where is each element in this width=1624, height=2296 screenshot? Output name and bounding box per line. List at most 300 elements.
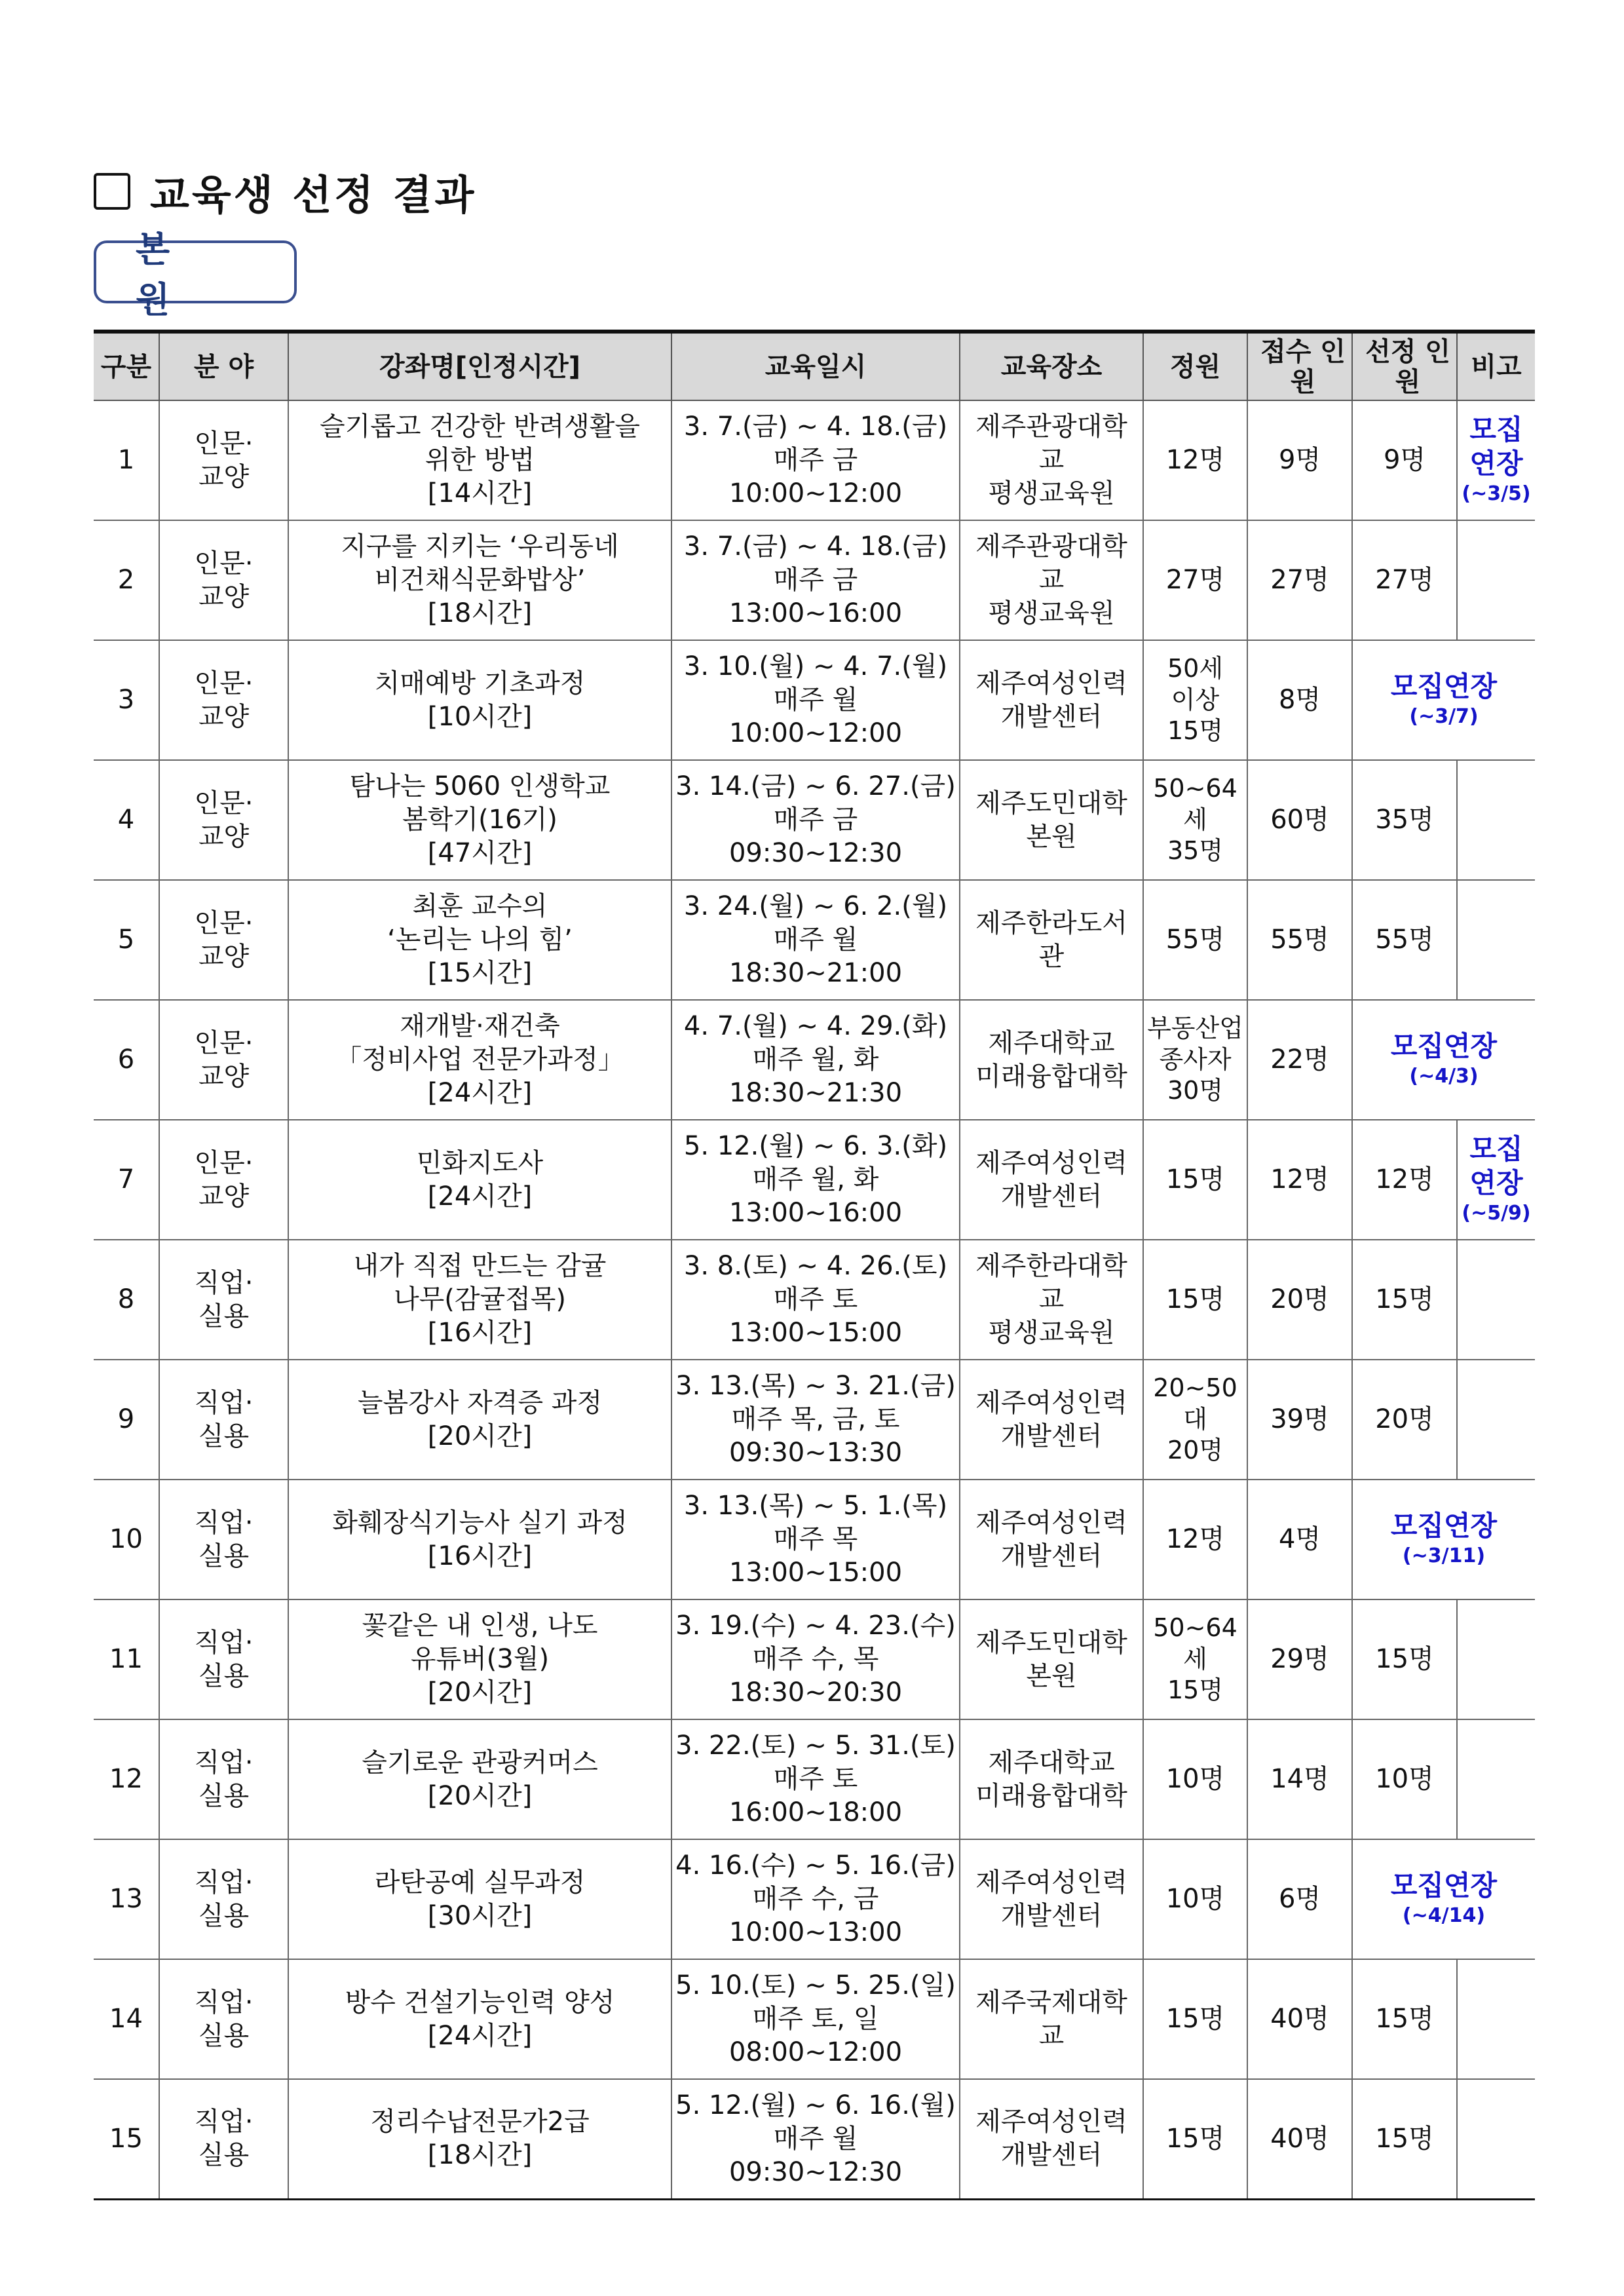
cell-field: [159, 1240, 288, 1360]
cell-line: 08:00~12:00: [728, 2037, 903, 2067]
cell-applied: 6명: [1247, 1839, 1352, 1959]
cell-line: ‘논리는 나의 힘’: [387, 925, 573, 955]
cell-line: 종사자: [1159, 1044, 1232, 1074]
note-subtext: (~3/11): [1402, 1544, 1486, 1568]
cell-line: [16시간]: [427, 1317, 533, 1348]
note-subtext: (~3/5): [1462, 482, 1531, 505]
cell-capacity: [1143, 1120, 1247, 1240]
cell-line: 제주여성인력: [975, 1147, 1127, 1178]
cell-line: 정리수납전문가2급: [370, 2107, 590, 2137]
cell-line: [20시간]: [427, 1421, 533, 1451]
cell-line: 3. 13.(목) ~ 3. 21.(금): [675, 1371, 956, 1402]
cell-selected: 15명: [1352, 2079, 1457, 2199]
table-row: [94, 1120, 1535, 1240]
cell-selected: 15명: [1352, 1240, 1457, 1360]
cell-place: [960, 640, 1143, 760]
cell-course: [288, 1240, 671, 1360]
cell-line: 20명: [1167, 1436, 1224, 1465]
header-cell: 구분: [94, 332, 159, 400]
cell-capacity: [1143, 1959, 1247, 2079]
cell-line: 09:30~13:30: [728, 1437, 903, 1468]
cell-line: 매주 금: [773, 445, 858, 476]
cell-line: 15명: [1167, 716, 1224, 746]
cell-line: 실용: [198, 2140, 250, 2171]
page-title-text: 교육생 선정 결과: [150, 170, 477, 219]
cell-applied: 20명: [1247, 1240, 1352, 1360]
cell-note: [1352, 1000, 1535, 1120]
cell-line: 매주 월, 화: [752, 1164, 879, 1195]
cell-line: 27명: [1165, 565, 1225, 596]
cell-line: [30시간]: [427, 1900, 533, 1931]
cell-line: 5. 12.(월) ~ 6. 16.(월): [675, 2090, 956, 2121]
cell-line: [47시간]: [427, 837, 533, 868]
cell-line: 10:00~12:00: [728, 478, 903, 508]
cell-schedule: [671, 1120, 960, 1240]
cell-capacity: [1143, 520, 1247, 640]
cell-note: [1457, 520, 1535, 640]
cell-applied: 55명: [1247, 880, 1352, 1000]
cell-line: 13:00~15:00: [728, 1317, 903, 1348]
table-row: [94, 1360, 1535, 1480]
cell-line: 매주 토: [773, 1764, 858, 1795]
cell-no: 8: [94, 1240, 159, 1360]
cell-field: [159, 1599, 288, 1719]
cell-line: 10명: [1165, 1884, 1225, 1915]
cell-line: 18:30~21:00: [728, 957, 903, 988]
cell-line: 3. 7.(금) ~ 4. 18.(금): [683, 531, 948, 562]
cell-line: 슬기롭고 건강한 반려생활을: [319, 411, 641, 442]
cell-capacity: [1143, 400, 1247, 520]
cell-line: 15명: [1165, 2004, 1225, 2035]
header-cell: 선정 인원: [1352, 332, 1457, 400]
cell-line: 민화지도사: [416, 1147, 544, 1178]
cell-course: [288, 520, 671, 640]
cell-capacity: [1143, 760, 1247, 880]
cell-line: 늘봄강사 자격증 과정: [357, 1387, 603, 1418]
cell-schedule: [671, 1480, 960, 1599]
cell-line: 20~50대: [1153, 1373, 1237, 1434]
cell-line: 3. 7.(금) ~ 4. 18.(금): [683, 411, 948, 442]
cell-line: 제주한라대학교: [975, 1251, 1127, 1315]
cell-applied: 9명: [1247, 400, 1352, 520]
cell-line: 본원: [1026, 821, 1077, 852]
cell-selected: 10명: [1352, 1719, 1457, 1839]
table-row: [94, 640, 1535, 760]
cell-line: 제주관광대학교: [975, 411, 1127, 476]
cell-line: 50~64세: [1153, 1613, 1237, 1674]
cell-line: 비건채식문화밥상’: [374, 565, 586, 596]
table-row: [94, 1240, 1535, 1360]
note-text: 모집연장: [1390, 1509, 1498, 1542]
cell-line: 미래융합대학: [975, 1780, 1127, 1811]
cell-applied: 22명: [1247, 1000, 1352, 1120]
cell-line: 4. 7.(월) ~ 4. 29.(화): [683, 1011, 948, 1042]
cell-place: [960, 1959, 1143, 2079]
cell-field: [159, 880, 288, 1000]
cell-field: [159, 1959, 288, 2079]
cell-line: 유튜버(3월): [410, 1644, 550, 1675]
cell-applied: 39명: [1247, 1360, 1352, 1480]
cell-schedule: [671, 1959, 960, 2079]
cell-line: 제주여성인력: [975, 1507, 1127, 1538]
cell-line: 화훼장식기능사 실기 과정: [332, 1507, 628, 1538]
cell-schedule: [671, 1599, 960, 1719]
cell-line: 3. 22.(토) ~ 5. 31.(토): [675, 1731, 956, 1761]
cell-field: [159, 400, 288, 520]
cell-selected: 35명: [1352, 760, 1457, 880]
note-text: 연장: [1469, 447, 1523, 480]
cell-no: 4: [94, 760, 159, 880]
cell-line: 50세: [1167, 654, 1224, 683]
table-body: [94, 400, 1535, 2199]
header-cell: 교육장소: [960, 332, 1143, 400]
cell-line: 15명: [1165, 1164, 1225, 1195]
cell-schedule: [671, 1719, 960, 1839]
cell-schedule: [671, 2079, 960, 2199]
cell-line: [24시간]: [427, 2020, 533, 2051]
cell-line: 09:30~12:30: [728, 2156, 903, 2187]
cell-line: 50~64세: [1153, 774, 1237, 834]
cell-course: [288, 1120, 671, 1240]
cell-line: 매주 목: [773, 1524, 858, 1555]
cell-line: 매주 월: [773, 685, 858, 716]
cell-line: 개발센터: [1000, 1421, 1103, 1451]
cell-note: [1352, 1480, 1535, 1599]
cell-selected: 20명: [1352, 1360, 1457, 1480]
cell-line: 봄학기(16기): [402, 805, 557, 835]
cell-no: 7: [94, 1120, 159, 1240]
cell-line: 직업·: [194, 1507, 254, 1538]
cell-schedule: [671, 760, 960, 880]
cell-course: [288, 1480, 671, 1599]
cell-line: [15시간]: [427, 957, 533, 988]
cell-applied: 8명: [1247, 640, 1352, 760]
cell-note: [1457, 1120, 1535, 1240]
cell-place: [960, 880, 1143, 1000]
cell-place: [960, 1120, 1143, 1240]
cell-no: 15: [94, 2079, 159, 2199]
cell-no: 6: [94, 1000, 159, 1120]
cell-line: 16:00~18:00: [728, 1797, 903, 1827]
cell-line: 제주도민대학: [975, 788, 1127, 818]
cell-field: [159, 520, 288, 640]
cell-line: 방수 건설기능인력 양성: [345, 1987, 615, 2018]
cell-no: 11: [94, 1599, 159, 1719]
cell-line: 매주 목, 금, 토: [731, 1404, 900, 1435]
cell-capacity: [1143, 1599, 1247, 1719]
cell-line: 직업·: [194, 1747, 254, 1778]
cell-field: [159, 760, 288, 880]
cell-note: [1352, 640, 1535, 760]
cell-line: 내가 직접 만드는 감귤: [353, 1251, 607, 1282]
note-subtext: (~3/7): [1409, 705, 1479, 729]
cell-line: 최훈 교수의: [412, 891, 548, 922]
table-header-row: [94, 332, 1535, 400]
cell-line: 실용: [198, 1540, 250, 1571]
cell-field: [159, 1839, 288, 1959]
table-row: [94, 1959, 1535, 2079]
header-cell: 접수 인원: [1247, 332, 1352, 400]
cell-place: [960, 1240, 1143, 1360]
cell-line: 4. 16.(수) ~ 5. 16.(금): [675, 1850, 956, 1881]
cell-note: [1457, 1599, 1535, 1719]
cell-line: [18시간]: [427, 2140, 533, 2171]
header-cell: 분 야: [159, 332, 288, 400]
cell-no: 2: [94, 520, 159, 640]
note-subtext: (~5/9): [1462, 1201, 1531, 1225]
note-text: 모집연장: [1390, 1869, 1498, 1902]
cell-line: 인문·: [194, 428, 254, 459]
cell-schedule: [671, 640, 960, 760]
cell-line: 직업·: [194, 1987, 254, 2018]
header-cell: 강좌명[인정시간]: [288, 332, 671, 400]
cell-capacity: [1143, 1480, 1247, 1599]
cell-line: 제주여성인력: [975, 1387, 1127, 1418]
cell-line: 개발센터: [1000, 1540, 1103, 1571]
cell-course: [288, 1839, 671, 1959]
cell-line: 제주한라도서관: [975, 908, 1127, 972]
cell-schedule: [671, 1839, 960, 1959]
cell-line: 제주도민대학: [975, 1627, 1127, 1658]
table-row: [94, 880, 1535, 1000]
cell-line: [16시간]: [427, 1540, 533, 1571]
cell-line: 제주대학교: [988, 1027, 1115, 1058]
cell-line: 실용: [198, 1900, 250, 1931]
header-cell: 교육일시: [671, 332, 960, 400]
cell-capacity: [1143, 1839, 1247, 1959]
cell-line: 탐나는 5060 인생학교: [349, 771, 611, 802]
cell-line: 18:30~21:30: [728, 1077, 903, 1108]
cell-line: 인문·: [194, 1147, 254, 1178]
cell-course: [288, 2079, 671, 2199]
cell-no: 9: [94, 1360, 159, 1480]
cell-note: [1457, 2079, 1535, 2199]
cell-no: 3: [94, 640, 159, 760]
cell-line: 실용: [198, 1421, 250, 1451]
cell-line: 직업·: [194, 1387, 254, 1418]
cell-line: 10명: [1165, 1764, 1225, 1795]
cell-line: 부동산업: [1147, 1014, 1243, 1043]
cell-line: 18:30~20:30: [728, 1677, 903, 1708]
note-text: 연장: [1469, 1166, 1523, 1199]
cell-line: 제주대학교: [988, 1747, 1115, 1778]
cell-course: [288, 880, 671, 1000]
cell-line: 실용: [198, 1301, 250, 1331]
cell-selected: 27명: [1352, 520, 1457, 640]
cell-line: [20시간]: [427, 1780, 533, 1811]
cell-note: [1457, 400, 1535, 520]
note-text: 모집연장: [1390, 670, 1498, 702]
note-text: 모집: [1469, 1133, 1523, 1166]
cell-capacity: [1143, 1000, 1247, 1120]
cell-line: 제주국제대학교: [975, 1987, 1127, 2051]
cell-line: [20시간]: [427, 1677, 533, 1708]
cell-line: 미래융합대학: [975, 1061, 1127, 1092]
cell-line: 15명: [1165, 2123, 1225, 2154]
checkbox-icon: [94, 173, 130, 210]
cell-place: [960, 1360, 1143, 1480]
cell-applied: 12명: [1247, 1120, 1352, 1240]
cell-course: [288, 400, 671, 520]
cell-applied: 40명: [1247, 1959, 1352, 2079]
cell-capacity: [1143, 1360, 1247, 1480]
cell-line: 3. 10.(월) ~ 4. 7.(월): [683, 651, 948, 682]
cell-course: [288, 1959, 671, 2079]
cell-no: 14: [94, 1959, 159, 2079]
cell-line: 실용: [198, 1660, 250, 1691]
cell-place: [960, 1000, 1143, 1120]
cell-line: 실용: [198, 1780, 250, 1811]
note-text: 모집연장: [1390, 1029, 1498, 1062]
cell-capacity: [1143, 1240, 1247, 1360]
cell-line: 제주여성인력: [975, 2107, 1127, 2137]
header-cell: 정원: [1143, 332, 1247, 400]
cell-selected: 55명: [1352, 880, 1457, 1000]
cell-line: 13:00~16:00: [728, 1197, 903, 1228]
table-row: [94, 1719, 1535, 1839]
cell-line: 35명: [1167, 836, 1224, 866]
cell-line: [18시간]: [427, 598, 533, 628]
cell-line: 30명: [1167, 1076, 1224, 1105]
cell-capacity: [1143, 640, 1247, 760]
cell-line: 매주 금: [773, 565, 858, 596]
cell-line: 인문·: [194, 788, 254, 818]
cell-line: 슬기로운 관광커머스: [362, 1747, 598, 1778]
cell-schedule: [671, 1240, 960, 1360]
cell-field: [159, 2079, 288, 2199]
cell-line: 개발센터: [1000, 2140, 1103, 2171]
note-subtext: (~4/14): [1402, 1904, 1486, 1928]
cell-applied: 27명: [1247, 520, 1352, 640]
header-cell: 비고: [1457, 332, 1535, 400]
cell-line: 12명: [1165, 1524, 1225, 1555]
cell-line: 「정비사업 전문가과정」: [335, 1044, 624, 1075]
cell-line: 3. 8.(토) ~ 4. 26.(토): [683, 1251, 948, 1282]
cell-line: 09:30~12:30: [728, 837, 903, 868]
cell-line: 직업·: [194, 2107, 254, 2137]
cell-line: 평생교육원: [988, 1317, 1115, 1348]
table-row: [94, 2079, 1535, 2199]
cell-field: [159, 1120, 288, 1240]
cell-line: 교양: [198, 461, 250, 492]
note-subtext: (~4/3): [1409, 1065, 1479, 1088]
cell-line: 이상: [1171, 685, 1220, 714]
cell-line: 매주 수, 목: [752, 1644, 879, 1675]
cell-note: [1352, 1839, 1535, 1959]
cell-line: 5. 12.(월) ~ 6. 3.(화): [683, 1131, 948, 1162]
cell-line: 나무(감귤접목): [393, 1284, 567, 1315]
cell-applied: 4명: [1247, 1480, 1352, 1599]
cell-applied: 60명: [1247, 760, 1352, 880]
cell-applied: 14명: [1247, 1719, 1352, 1839]
cell-line: 인문·: [194, 908, 254, 938]
cell-course: [288, 1000, 671, 1120]
cell-line: 교양: [198, 821, 250, 852]
cell-note: [1457, 880, 1535, 1000]
cell-place: [960, 400, 1143, 520]
table-row: [94, 1480, 1535, 1599]
cell-place: [960, 760, 1143, 880]
cell-selected: 15명: [1352, 1959, 1457, 2079]
cell-line: 인문·: [194, 548, 254, 579]
cell-selected: 12명: [1352, 1120, 1457, 1240]
cell-line: 12명: [1165, 445, 1225, 476]
cell-course: [288, 1719, 671, 1839]
page-title: [94, 165, 476, 218]
cell-capacity: [1143, 1719, 1247, 1839]
cell-line: 평생교육원: [988, 478, 1115, 508]
cell-line: 3. 19.(수) ~ 4. 23.(수): [675, 1611, 956, 1641]
cell-line: 꽃같은 내 인생, 나도: [362, 1611, 598, 1641]
cell-line: 평생교육원: [988, 598, 1115, 628]
cell-field: [159, 1360, 288, 1480]
cell-line: 55명: [1165, 925, 1225, 955]
table-row: [94, 1000, 1535, 1120]
cell-line: [24시간]: [427, 1181, 533, 1212]
table-row: [94, 760, 1535, 880]
cell-line: 매주 금: [773, 805, 858, 835]
cell-line: 15명: [1165, 1284, 1225, 1315]
cell-line: 매주 월: [773, 2123, 858, 2154]
cell-line: 교양: [198, 701, 250, 732]
cell-line: 교양: [198, 941, 250, 972]
cell-line: 본원: [1026, 1660, 1077, 1691]
cell-field: [159, 640, 288, 760]
cell-course: [288, 640, 671, 760]
cell-note: [1457, 1719, 1535, 1839]
cell-line: [10시간]: [427, 701, 533, 732]
cell-line: 13:00~16:00: [728, 598, 903, 628]
selection-results-table: [94, 330, 1535, 2200]
cell-line: 개발센터: [1000, 701, 1103, 732]
cell-line: 개발센터: [1000, 1900, 1103, 1931]
cell-line: 교양: [198, 581, 250, 612]
cell-line: 매주 월, 화: [752, 1044, 879, 1075]
cell-line: [24시간]: [427, 1077, 533, 1108]
cell-line: 라탄공예 실무과정: [374, 1867, 586, 1898]
cell-place: [960, 1480, 1143, 1599]
cell-no: 1: [94, 400, 159, 520]
cell-line: 위한 방법: [425, 445, 535, 476]
cell-no: 13: [94, 1839, 159, 1959]
cell-note: [1457, 760, 1535, 880]
cell-schedule: [671, 1000, 960, 1120]
cell-line: 13:00~15:00: [728, 1557, 903, 1588]
cell-line: 재개발·재건축: [400, 1011, 560, 1042]
cell-line: 매주 월: [773, 925, 858, 955]
cell-line: 개발센터: [1000, 1181, 1103, 1212]
cell-field: [159, 1719, 288, 1839]
cell-place: [960, 1839, 1143, 1959]
cell-course: [288, 1360, 671, 1480]
cell-line: 3. 13.(목) ~ 5. 1.(목): [683, 1491, 948, 1521]
cell-line: 매주 수, 금: [752, 1884, 879, 1915]
cell-line: [14시간]: [427, 478, 533, 508]
cell-line: 인문·: [194, 668, 254, 698]
cell-applied: 40명: [1247, 2079, 1352, 2199]
cell-line: 제주관광대학교: [975, 531, 1127, 596]
cell-schedule: [671, 400, 960, 520]
cell-line: 매주 토: [773, 1284, 858, 1315]
cell-line: 치매예방 기초과정: [374, 668, 586, 698]
table-row: [94, 1599, 1535, 1719]
cell-line: 제주여성인력: [975, 1867, 1127, 1898]
cell-schedule: [671, 1360, 960, 1480]
cell-selected: 9명: [1352, 400, 1457, 520]
section-badge: 본 원: [94, 240, 297, 303]
cell-place: [960, 1599, 1143, 1719]
cell-line: 교양: [198, 1181, 250, 1212]
